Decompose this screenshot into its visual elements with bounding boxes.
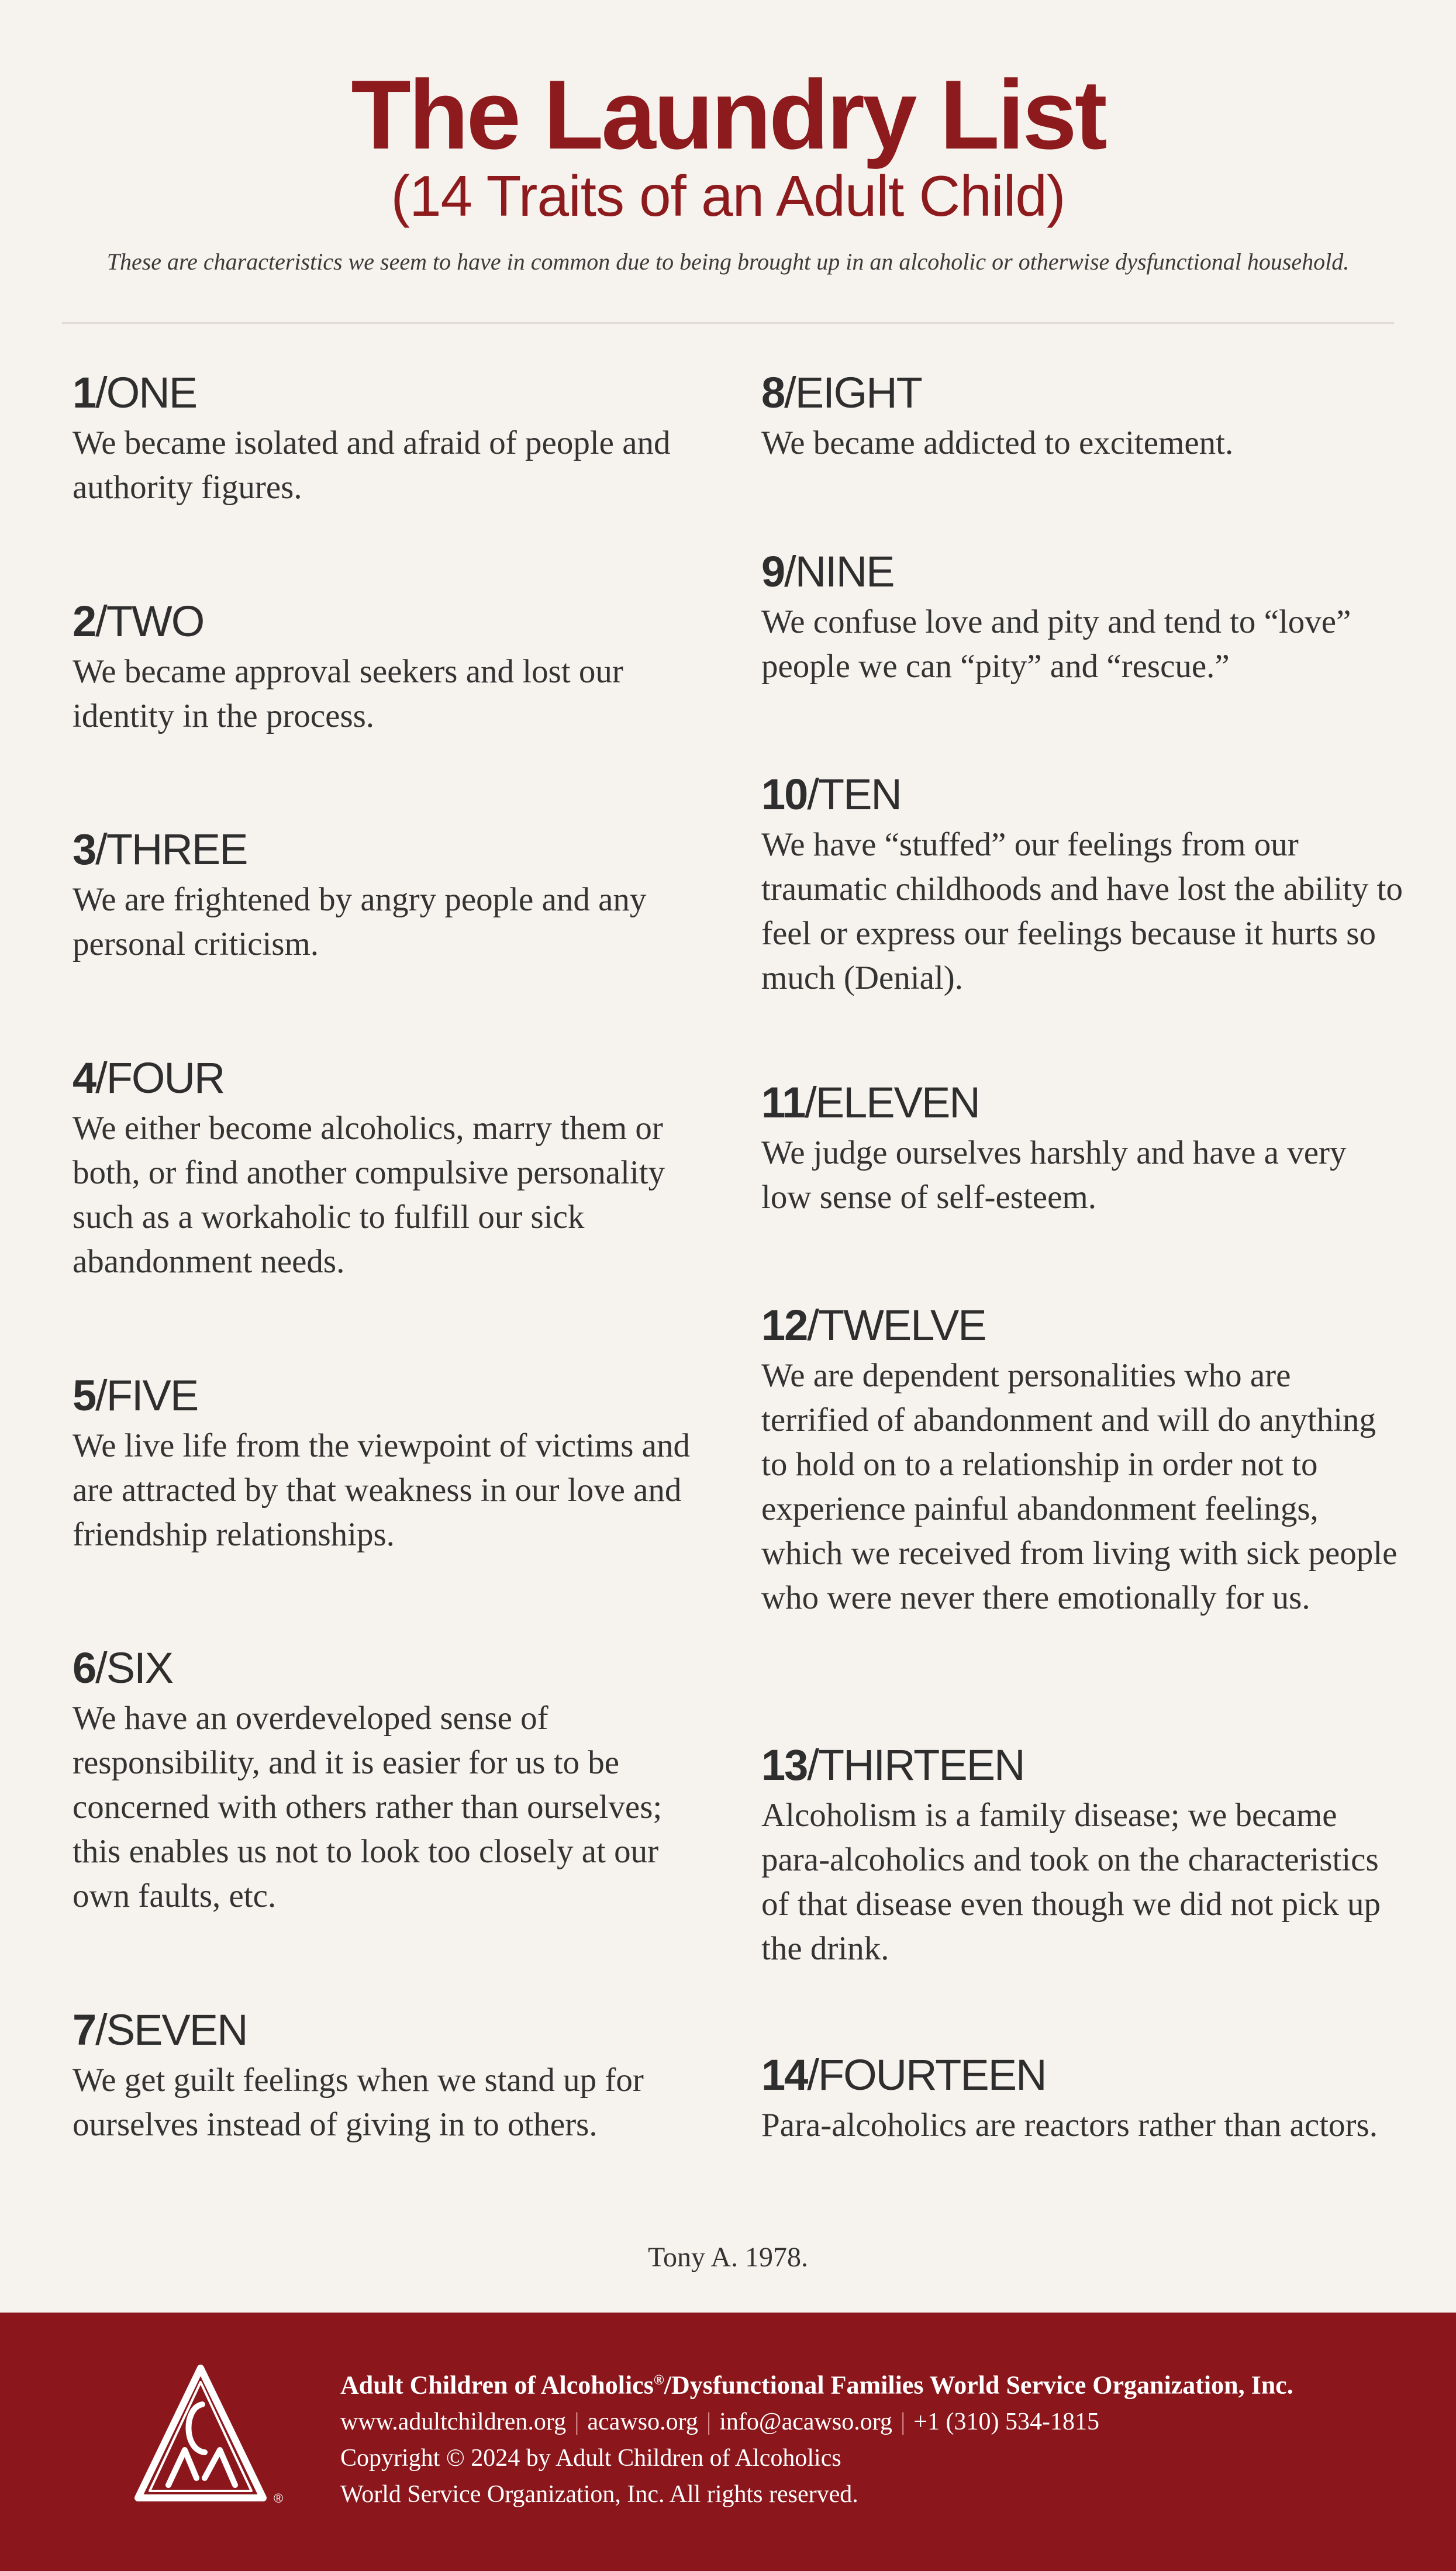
- copyright-text: Copyright © 2024 by Adult Children of Alcoholics: [340, 2444, 841, 2472]
- trait-number: 14: [761, 2051, 808, 2099]
- trait-number: 7: [73, 2006, 96, 2054]
- email-link[interactable]: info@acawso.org: [719, 2408, 892, 2435]
- org-name-part2: /Dysfunctional Families World Service Organization, Inc.: [664, 2370, 1293, 2400]
- trait-heading: [761, 545, 1405, 599]
- trait-number: 9: [761, 547, 785, 596]
- trait-heading: [73, 595, 716, 648]
- trait-heading: [761, 1076, 1405, 1130]
- trait-word: /TEN: [807, 770, 901, 819]
- trait-word: /THIRTEEN: [807, 1741, 1024, 1789]
- intro-text: These are characteristics we seem to have in common due to being brought up in an alcoholic or otherwise dysfunctional household.: [106, 249, 1350, 275]
- signature: Tony A. 1978.: [648, 2242, 808, 2273]
- org-name: [340, 2362, 1393, 2404]
- page-subtitle: (14 Traits of an Adult Child): [391, 164, 1065, 228]
- trait-1: [73, 366, 716, 510]
- trait-text: We became addicted to excitement.: [761, 425, 1234, 461]
- trait-number: 3: [73, 825, 96, 874]
- trait-3: [73, 823, 716, 967]
- page-title: The Laundry List: [351, 60, 1105, 170]
- trait-number: 11: [761, 1078, 805, 1127]
- trait-14: [761, 2048, 1405, 2148]
- header-divider: [62, 322, 1394, 324]
- trait-text: We became approval seekers and lost our identity in the process.: [73, 653, 623, 734]
- trait-number: 1: [73, 368, 96, 417]
- rights-text: World Service Organization, Inc. All rights reserved.: [340, 2480, 858, 2508]
- contact-line: [340, 2404, 1393, 2440]
- trait-number: 13: [761, 1741, 808, 1789]
- logo-registered-mark: ®: [274, 2491, 284, 2506]
- trait-heading: [73, 823, 716, 876]
- trait-number: 2: [73, 597, 96, 646]
- trait-word: /FIVE: [95, 1371, 198, 1420]
- trait-text: We have an overdeveloped sense of responsibility, and it is easier for us to be concerned with others rather than ourselves; this enables us not to look too closely at our own faults, etc.: [73, 1700, 663, 1914]
- trait-text: We became isolated and afraid of people and authority figures.: [73, 425, 671, 506]
- aca-logo-icon: [127, 2362, 285, 2514]
- trait-text: We have “stuffed” our feelings from our traumatic childhoods and have lost the ability to feel or express our feelings because it hurts so much (Denial).: [761, 826, 1403, 996]
- trait-2: [73, 595, 716, 738]
- trait-5: [73, 1369, 716, 1557]
- trait-word: /SIX: [95, 1644, 172, 1692]
- trait-text: We confuse love and pity and tend to “love” people we can “pity” and “rescue.”: [761, 603, 1351, 685]
- trait-heading: [73, 366, 716, 420]
- trait-4: [73, 1051, 716, 1284]
- trait-11: [761, 1076, 1405, 1220]
- website-link-1[interactable]: www.adultchildren.org: [340, 2408, 567, 2435]
- trait-text: Alcoholism is a family disease; we became para-alcoholics and took on the characteristics of that disease even though we did not pick up the drink.: [761, 1797, 1381, 1967]
- trait-word: /FOUR: [95, 1054, 225, 1102]
- org-name-part1: Adult Children of Alcoholics: [340, 2370, 654, 2400]
- trait-12: [761, 1299, 1405, 1620]
- trait-number: 4: [73, 1054, 96, 1102]
- footer: [0, 2313, 1456, 2571]
- trait-number: 8: [761, 368, 785, 417]
- trait-heading: [73, 1369, 716, 1423]
- trait-word: /ELEVEN: [805, 1078, 979, 1127]
- footer-text: [340, 2362, 1393, 2513]
- trait-heading: [761, 2048, 1405, 2102]
- trait-text: We are dependent personalities who are terrified of abandonment and will do anything to hold on to a relationship in order not to experience painful abandonment feelings, which we received from living with sick people who were never there emotionally for us.: [761, 1357, 1398, 1616]
- trait-word: /THREE: [95, 825, 247, 874]
- trait-word: /TWELVE: [807, 1301, 986, 1350]
- trait-number: 6: [73, 1644, 96, 1692]
- trait-number: 12: [761, 1301, 808, 1350]
- trait-13: [761, 1738, 1405, 1971]
- trait-10: [761, 768, 1405, 1000]
- trait-text: Para-alcoholics are reactors rather than actors.: [761, 2107, 1378, 2144]
- trait-word: /FOURTEEN: [807, 2051, 1046, 2099]
- trait-heading: [761, 1738, 1405, 1792]
- separator: |: [574, 2408, 579, 2435]
- separator: |: [900, 2408, 906, 2435]
- trait-heading: [73, 1641, 716, 1695]
- trait-word: /ONE: [95, 368, 197, 417]
- trait-heading: [761, 366, 1405, 420]
- trait-word: /EIGHT: [784, 368, 922, 417]
- website-link-2[interactable]: acawso.org: [587, 2408, 698, 2435]
- trait-7: [73, 2003, 716, 2147]
- trait-text: We either become alcoholics, marry them or both, or find another compulsive personality such as a workaholic to fulfill our sick abandonment needs.: [73, 1110, 665, 1280]
- trait-heading: [73, 1051, 716, 1105]
- trait-word: /SEVEN: [95, 2006, 247, 2054]
- trait-6: [73, 1641, 716, 1918]
- trait-text: We judge ourselves harshly and have a very low sense of self-esteem.: [761, 1134, 1347, 1216]
- trait-number: 10: [761, 770, 808, 819]
- trait-heading: [761, 768, 1405, 822]
- trait-8: [761, 366, 1405, 465]
- trait-9: [761, 545, 1405, 689]
- trait-number: 5: [73, 1371, 96, 1420]
- registered-mark: ®: [653, 2373, 664, 2388]
- trait-heading: [73, 2003, 716, 2057]
- trait-text: We live life from the viewpoint of victims and are attracted by that weakness in our love and friendship relationships.: [73, 1427, 690, 1553]
- trait-text: We are frightened by angry people and any personal criticism.: [73, 881, 647, 962]
- separator: |: [706, 2408, 712, 2435]
- trait-word: /TWO: [95, 597, 204, 646]
- trait-heading: [761, 1299, 1405, 1352]
- trait-word: /NINE: [784, 547, 894, 596]
- trait-text: We get guilt feelings when we stand up for ourselves instead of giving in to others.: [73, 2062, 644, 2143]
- phone-number[interactable]: +1 (310) 534-1815: [913, 2408, 1100, 2435]
